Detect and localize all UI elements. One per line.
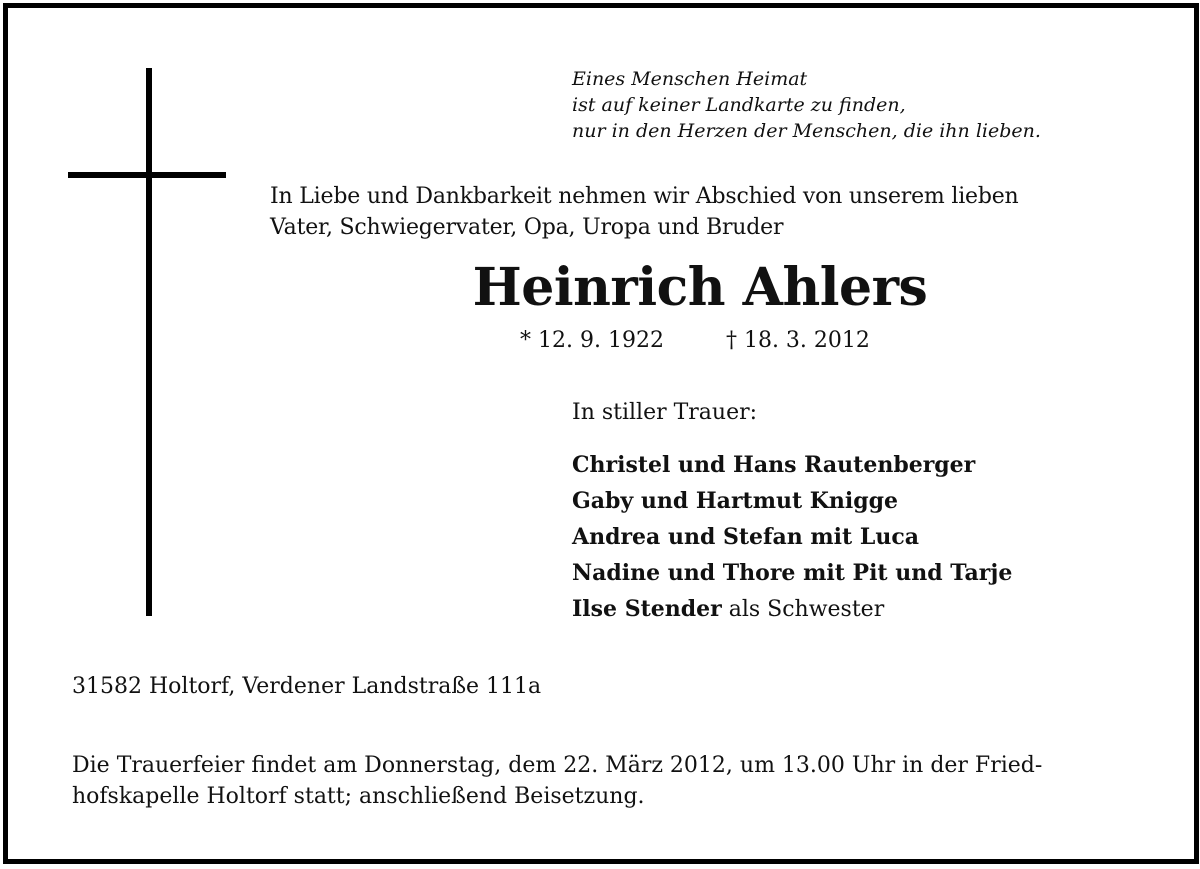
intro-text xyxy=(270,181,1019,243)
cross-horizontal-bar xyxy=(68,172,226,178)
deceased-name: Heinrich Ahlers xyxy=(472,257,928,318)
funeral-line-2: hofskapelle Holtorf statt; anschließend Beisetzung. xyxy=(72,784,645,809)
poem-line-3: nur in den Herzen der Menschen, die ihn lieben. xyxy=(572,120,1041,142)
funeral-notice xyxy=(72,750,1042,812)
poem-line-1: Eines Menschen Heimat xyxy=(572,68,808,90)
intro-line-2: Vater, Schwiegervater, Opa, Uropa und Bruder xyxy=(270,215,784,240)
mourner-family: Christel und Hans Rautenberger xyxy=(572,452,976,478)
life-dates xyxy=(520,327,870,355)
death-date: † 18. 3. 2012 xyxy=(725,328,870,353)
mourner-family: Nadine und Thore mit Pit und Tarje xyxy=(572,560,1013,586)
sibling-role: als Schwester xyxy=(721,597,885,622)
mourner-family: Andrea und Stefan mit Luca xyxy=(572,524,919,550)
mourners-list xyxy=(572,447,1012,628)
mourners-label: In stiller Trauer: xyxy=(572,400,758,425)
poem-line-2: ist auf keiner Landkarte zu finden, xyxy=(572,94,906,116)
mourner-family: Gaby und Hartmut Knigge xyxy=(572,488,899,514)
mourner-sibling xyxy=(572,591,1012,628)
funeral-line-1: Die Trauerfeier findet am Donnerstag, dem 22. März 2012, um 13.00 Uhr in der Fried- xyxy=(72,753,1043,778)
address: 31582 Holtorf, Verdener Landstraße 111a xyxy=(72,674,542,699)
birth-date: * 12. 9. 1922 xyxy=(520,328,664,353)
poem xyxy=(572,66,1041,144)
intro-line-1: In Liebe und Dankbarkeit nehmen wir Abschied von unserem lieben xyxy=(270,184,1019,209)
sibling-name: Ilse Stender xyxy=(572,596,722,622)
cross-vertical-bar xyxy=(146,68,152,616)
